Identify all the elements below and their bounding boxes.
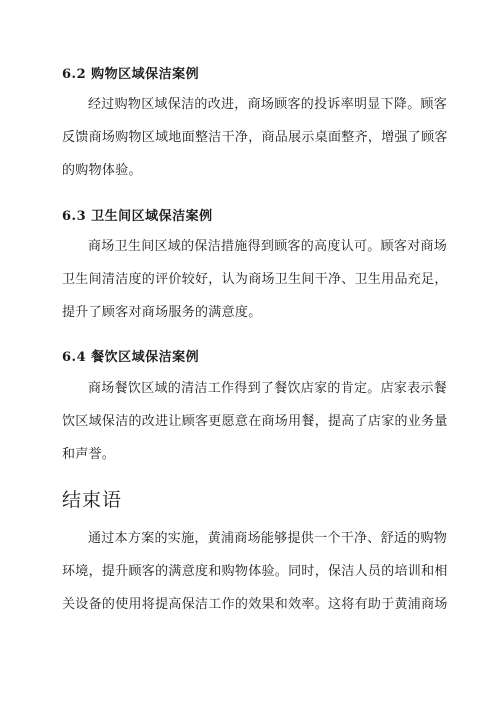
paragraph-line: 关设备的使用将提高保洁工作的效果和效率。这将有助于黄浦商场 [62, 597, 448, 612]
section-heading-6-3: 6.3 卫生间区域保洁案例 [62, 209, 213, 224]
paragraph-line: 和声誉。 [62, 447, 116, 462]
paragraph-line: 的购物体验。 [62, 163, 142, 178]
paragraph-line: 商场餐饮区域的清洁工作得到了餐饮店家的肯定。店家表示餐 [88, 381, 448, 396]
paragraph-line: 卫生间清洁度的评价较好，认为商场卫生间干净、卫生用品充足， [62, 272, 448, 287]
paragraph-line: 反馈商场购物区域地面整洁干净，商品展示桌面整齐，增强了顾客 [62, 130, 448, 145]
paragraph-line: 商场卫生间区域的保洁措施得到顾客的高度认可。顾客对商场 [88, 239, 448, 254]
paragraph-line: 通过本方案的实施，黄浦商场能够提供一个干净、舒适的购物 [88, 531, 448, 546]
paragraph-line: 提升了顾客对商场服务的满意度。 [62, 305, 262, 320]
paragraph-line: 环境，提升顾客的满意度和购物体验。同时，保洁人员的培训和相 [62, 564, 448, 579]
paragraph-line: 经过购物区域保洁的改进，商场顾客的投诉率明显下降。顾客 [88, 97, 448, 112]
paragraph-line: 饮区域保洁的改进让顾客更愿意在商场用餐，提高了店家的业务量 [62, 414, 448, 429]
section-heading-6-4: 6.4 餐饮区域保洁案例 [62, 350, 200, 365]
section-heading-6-2: 6.2 购物区域保洁案例 [62, 67, 200, 82]
conclusion-heading: 结束语 [62, 489, 123, 511]
